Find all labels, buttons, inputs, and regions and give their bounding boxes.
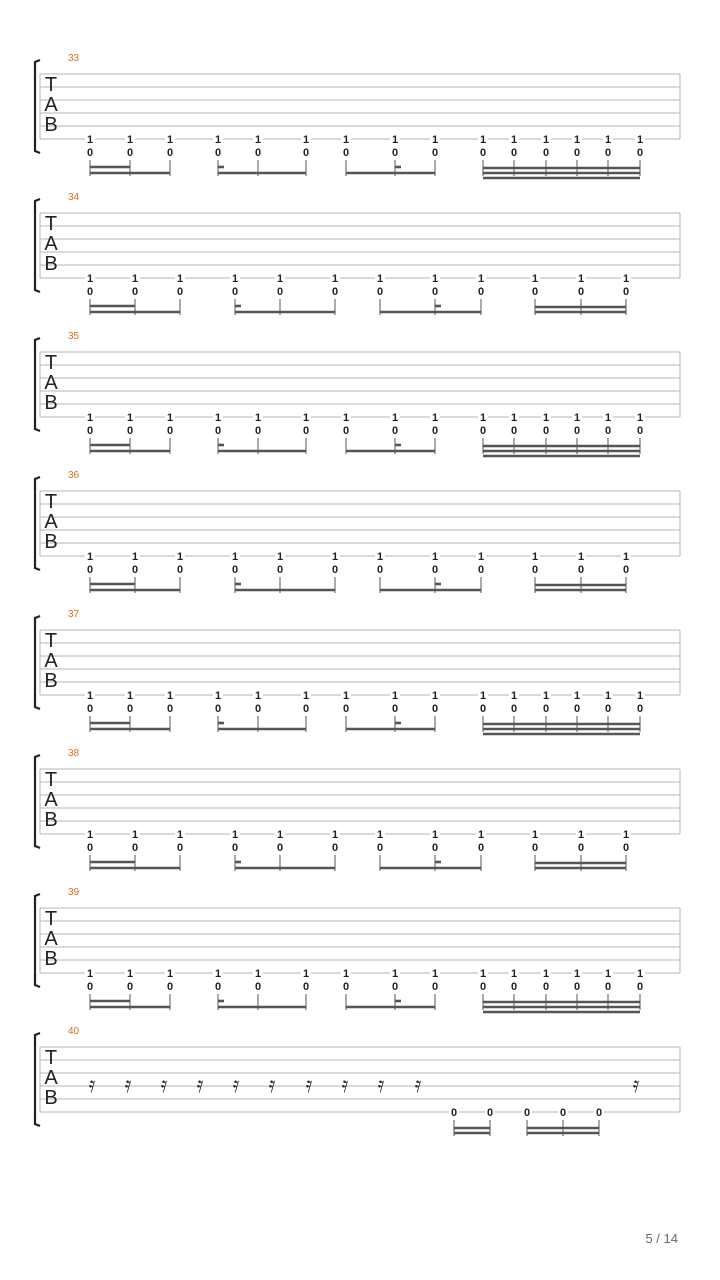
fret-number: 1 — [510, 412, 518, 424]
fret-number: 0 — [254, 425, 262, 437]
tab-clef-letter: T — [44, 630, 58, 652]
fret-number: 1 — [604, 690, 612, 702]
measure-number: 36 — [68, 470, 80, 481]
fret-number: 0 — [622, 564, 630, 576]
fret-number: 1 — [342, 690, 350, 702]
fret-number: 0 — [342, 703, 350, 715]
fret-number: 0 — [542, 147, 550, 159]
fret-number: 0 — [331, 564, 339, 576]
fret-number: 0 — [477, 842, 485, 854]
fret-number: 0 — [376, 564, 384, 576]
fret-number: 0 — [302, 147, 310, 159]
sixteenth-rest: 𝄿 — [268, 1073, 276, 1098]
fret-number: 1 — [431, 134, 439, 146]
fret-number: 0 — [86, 842, 94, 854]
fret-number: 1 — [86, 134, 94, 146]
fret-number: 0 — [486, 1107, 494, 1119]
measure-number: 34 — [68, 192, 80, 203]
system-bracket — [35, 477, 40, 570]
fret-number: 0 — [531, 286, 539, 298]
fret-number: 0 — [636, 147, 644, 159]
fret-number: 0 — [86, 147, 94, 159]
fret-number: 0 — [391, 147, 399, 159]
fret-number: 1 — [131, 273, 139, 285]
fret-number: 1 — [86, 551, 94, 563]
fret-number: 0 — [331, 842, 339, 854]
fret-number: 0 — [636, 981, 644, 993]
fret-number: 1 — [604, 968, 612, 980]
sixteenth-rest: 𝄿 — [414, 1073, 422, 1098]
fret-number: 1 — [577, 273, 585, 285]
fret-number: 0 — [431, 425, 439, 437]
sixteenth-rest: 𝄿 — [632, 1073, 640, 1098]
tab-clef-letter: B — [44, 253, 58, 275]
fret-number: 1 — [126, 134, 134, 146]
fret-number: 0 — [231, 286, 239, 298]
beat-group — [522, 1106, 604, 1136]
fret-number: 1 — [477, 829, 485, 841]
fret-number: 0 — [166, 981, 174, 993]
fret-number: 0 — [431, 286, 439, 298]
fret-number: 0 — [604, 981, 612, 993]
tab-clef-letter: A — [44, 1067, 58, 1089]
fret-number: 1 — [276, 551, 284, 563]
fret-number: 0 — [431, 981, 439, 993]
tab-clef-letter: T — [44, 769, 58, 791]
fret-number: 1 — [342, 134, 350, 146]
fret-number: 1 — [176, 273, 184, 285]
fret-number: 1 — [542, 690, 550, 702]
measure-number: 39 — [68, 887, 80, 898]
fret-number: 0 — [254, 703, 262, 715]
beat-group — [478, 411, 645, 456]
fret-number: 1 — [573, 412, 581, 424]
fret-number: 1 — [542, 134, 550, 146]
tab-clef-letter: A — [44, 789, 58, 811]
fret-number: 1 — [231, 273, 239, 285]
fret-number: 1 — [176, 551, 184, 563]
fret-number: 0 — [573, 425, 581, 437]
fret-number: 0 — [166, 425, 174, 437]
fret-number: 1 — [166, 690, 174, 702]
fret-number: 0 — [595, 1107, 603, 1119]
fret-number: 1 — [636, 134, 644, 146]
measure-number: 35 — [68, 331, 80, 342]
fret-number: 0 — [166, 147, 174, 159]
tab-clef-letter: B — [44, 531, 58, 553]
tab-clef-letter: B — [44, 392, 58, 414]
sixteenth-rest: 𝄿 — [196, 1073, 204, 1098]
fret-number: 1 — [636, 412, 644, 424]
fret-number: 0 — [254, 981, 262, 993]
fret-number: 1 — [391, 968, 399, 980]
tab-system — [35, 1026, 680, 1136]
sixteenth-rest: 𝄿 — [232, 1073, 240, 1098]
system-bracket — [35, 60, 40, 153]
fret-number: 1 — [86, 412, 94, 424]
fret-number: 0 — [214, 981, 222, 993]
fret-number: 1 — [214, 412, 222, 424]
fret-number: 0 — [450, 1107, 458, 1119]
fret-number: 1 — [231, 551, 239, 563]
fret-number: 0 — [131, 286, 139, 298]
fret-number: 1 — [431, 412, 439, 424]
fret-number: 0 — [479, 425, 487, 437]
fret-number: 1 — [479, 690, 487, 702]
fret-number: 0 — [636, 703, 644, 715]
measure-number: 37 — [68, 609, 80, 620]
system-bracket — [35, 894, 40, 987]
fret-number: 0 — [542, 425, 550, 437]
tab-clef-letter: B — [44, 809, 58, 831]
fret-number: 0 — [131, 842, 139, 854]
page-number: 5 / 14 — [645, 1231, 678, 1246]
tab-clef-letter: T — [44, 74, 58, 96]
fret-number: 1 — [577, 829, 585, 841]
sixteenth-rest: 𝄿 — [88, 1073, 96, 1098]
fret-number: 0 — [573, 147, 581, 159]
fret-number: 1 — [531, 551, 539, 563]
fret-number: 1 — [431, 273, 439, 285]
fret-number: 0 — [477, 286, 485, 298]
fret-number: 1 — [391, 134, 399, 146]
fret-number: 0 — [176, 842, 184, 854]
fret-number: 0 — [166, 703, 174, 715]
fret-number: 0 — [577, 286, 585, 298]
fret-number: 1 — [86, 690, 94, 702]
fret-number: 1 — [604, 412, 612, 424]
system-bracket — [35, 199, 40, 292]
fret-number: 0 — [431, 147, 439, 159]
fret-number: 1 — [214, 690, 222, 702]
fret-number: 0 — [431, 703, 439, 715]
tab-clef-letter: B — [44, 1087, 58, 1109]
fret-number: 1 — [126, 690, 134, 702]
fret-number: 1 — [166, 134, 174, 146]
fret-number: 0 — [376, 286, 384, 298]
fret-number: 1 — [376, 273, 384, 285]
beat-group — [449, 1106, 495, 1136]
fret-number: 1 — [431, 968, 439, 980]
fret-number: 1 — [391, 412, 399, 424]
fret-number: 0 — [604, 703, 612, 715]
fret-number: 1 — [577, 551, 585, 563]
fret-number: 0 — [391, 703, 399, 715]
fret-number: 1 — [542, 412, 550, 424]
fret-number: 1 — [302, 968, 310, 980]
fret-number: 0 — [126, 425, 134, 437]
fret-number: 1 — [126, 968, 134, 980]
fret-number: 0 — [479, 981, 487, 993]
fret-number: 1 — [86, 968, 94, 980]
fret-number: 0 — [559, 1107, 567, 1119]
fret-number: 1 — [302, 412, 310, 424]
beat-group — [478, 967, 645, 1012]
fret-number: 1 — [477, 551, 485, 563]
measure-number: 40 — [68, 1026, 80, 1037]
sixteenth-rest: 𝄿 — [305, 1073, 313, 1098]
fret-number: 1 — [622, 829, 630, 841]
tab-clef-letter: A — [44, 372, 58, 394]
fret-number: 0 — [376, 842, 384, 854]
fret-number: 0 — [342, 147, 350, 159]
fret-number: 0 — [604, 425, 612, 437]
tab-clef-letter: T — [44, 1047, 58, 1069]
fret-number: 1 — [214, 968, 222, 980]
fret-number: 1 — [176, 829, 184, 841]
fret-number: 1 — [431, 829, 439, 841]
fret-number: 1 — [302, 134, 310, 146]
fret-number: 1 — [302, 690, 310, 702]
fret-number: 1 — [276, 273, 284, 285]
fret-number: 0 — [276, 564, 284, 576]
fret-number: 1 — [254, 690, 262, 702]
fret-number: 0 — [431, 842, 439, 854]
fret-number: 1 — [531, 829, 539, 841]
fret-number: 1 — [342, 968, 350, 980]
fret-number: 1 — [86, 273, 94, 285]
tab-clef-letter: T — [44, 213, 58, 235]
fret-number: 0 — [523, 1107, 531, 1119]
fret-number: 0 — [342, 425, 350, 437]
tab-clef-letter: B — [44, 948, 58, 970]
fret-number: 0 — [86, 286, 94, 298]
fret-number: 1 — [376, 829, 384, 841]
fret-number: 1 — [254, 412, 262, 424]
fret-number: 1 — [331, 273, 339, 285]
fret-number: 0 — [176, 564, 184, 576]
fret-number: 0 — [431, 564, 439, 576]
fret-number: 0 — [531, 842, 539, 854]
fret-number: 0 — [231, 564, 239, 576]
fret-number: 0 — [510, 147, 518, 159]
fret-number: 0 — [622, 286, 630, 298]
fret-number: 1 — [86, 829, 94, 841]
fret-number: 1 — [542, 968, 550, 980]
fret-number: 0 — [391, 425, 399, 437]
beat-group — [478, 133, 645, 178]
fret-number: 1 — [131, 551, 139, 563]
beat-group — [478, 689, 645, 734]
fret-number: 1 — [510, 690, 518, 702]
measure-number: 33 — [68, 53, 80, 64]
fret-number: 1 — [276, 829, 284, 841]
fret-number: 1 — [214, 134, 222, 146]
fret-number: 0 — [276, 286, 284, 298]
tab-clef-letter: B — [44, 114, 58, 136]
fret-number: 0 — [573, 703, 581, 715]
fret-number: 0 — [510, 425, 518, 437]
fret-number: 0 — [176, 286, 184, 298]
fret-number: 1 — [622, 551, 630, 563]
fret-number: 1 — [479, 968, 487, 980]
tab-clef-letter: T — [44, 352, 58, 374]
fret-number: 0 — [331, 286, 339, 298]
fret-number: 0 — [479, 147, 487, 159]
sixteenth-rest: 𝄿 — [341, 1073, 349, 1098]
fret-number: 0 — [126, 147, 134, 159]
fret-number: 0 — [126, 703, 134, 715]
fret-number: 1 — [573, 690, 581, 702]
tab-clef-letter: T — [44, 491, 58, 513]
fret-number: 1 — [636, 690, 644, 702]
tab-system — [35, 470, 680, 593]
fret-number: 1 — [166, 412, 174, 424]
fret-number: 1 — [431, 690, 439, 702]
system-bracket — [35, 616, 40, 709]
fret-number: 0 — [214, 703, 222, 715]
fret-number: 0 — [126, 981, 134, 993]
fret-number: 1 — [331, 551, 339, 563]
fret-number: 0 — [477, 564, 485, 576]
fret-number: 1 — [573, 968, 581, 980]
fret-number: 0 — [254, 147, 262, 159]
fret-number: 0 — [573, 981, 581, 993]
sixteenth-rest: 𝄿 — [124, 1073, 132, 1098]
tab-clef-letter: A — [44, 928, 58, 950]
fret-number: 0 — [131, 564, 139, 576]
fret-number: 0 — [302, 703, 310, 715]
fret-number: 1 — [131, 829, 139, 841]
fret-number: 0 — [479, 703, 487, 715]
fret-number: 1 — [376, 551, 384, 563]
system-bracket — [35, 755, 40, 848]
fret-number: 0 — [542, 981, 550, 993]
tab-clef-letter: B — [44, 670, 58, 692]
sixteenth-rest: 𝄿 — [160, 1073, 168, 1098]
tab-clef-letter: A — [44, 94, 58, 116]
fret-number: 0 — [622, 842, 630, 854]
fret-number: 1 — [636, 968, 644, 980]
fret-number: 0 — [531, 564, 539, 576]
fret-number: 0 — [86, 703, 94, 715]
fret-number: 0 — [231, 842, 239, 854]
fret-number: 0 — [86, 425, 94, 437]
fret-number: 0 — [391, 981, 399, 993]
fret-number: 0 — [636, 425, 644, 437]
fret-number: 0 — [302, 425, 310, 437]
fret-number: 1 — [479, 134, 487, 146]
fret-number: 1 — [431, 551, 439, 563]
system-bracket — [35, 338, 40, 431]
fret-number: 1 — [254, 968, 262, 980]
fret-number: 0 — [577, 564, 585, 576]
fret-number: 1 — [391, 690, 399, 702]
sixteenth-rest: 𝄿 — [377, 1073, 385, 1098]
measure-number: 38 — [68, 748, 80, 759]
tab-clef-letter: A — [44, 511, 58, 533]
fret-number: 1 — [342, 412, 350, 424]
fret-number: 1 — [126, 412, 134, 424]
fret-number: 0 — [86, 981, 94, 993]
fret-number: 1 — [622, 273, 630, 285]
fret-number: 1 — [479, 412, 487, 424]
fret-number: 0 — [86, 564, 94, 576]
fret-number: 1 — [531, 273, 539, 285]
fret-number: 0 — [510, 703, 518, 715]
system-bracket — [35, 1033, 40, 1126]
tab-clef-letter: A — [44, 650, 58, 672]
tab-system — [35, 192, 680, 315]
fret-number: 1 — [477, 273, 485, 285]
fret-number: 1 — [604, 134, 612, 146]
tab-system — [35, 887, 680, 1012]
tab-system — [35, 748, 680, 871]
fret-number: 1 — [510, 968, 518, 980]
fret-number: 1 — [166, 968, 174, 980]
fret-number: 0 — [542, 703, 550, 715]
fret-number: 0 — [342, 981, 350, 993]
tab-clef-letter: A — [44, 233, 58, 255]
fret-number: 0 — [214, 425, 222, 437]
fret-number: 1 — [331, 829, 339, 841]
fret-number: 1 — [573, 134, 581, 146]
tab-system — [35, 609, 680, 734]
fret-number: 1 — [254, 134, 262, 146]
fret-number: 0 — [276, 842, 284, 854]
fret-number: 0 — [577, 842, 585, 854]
tab-clef-letter: T — [44, 908, 58, 930]
fret-number: 1 — [510, 134, 518, 146]
fret-number: 0 — [604, 147, 612, 159]
fret-number: 0 — [510, 981, 518, 993]
tab-system — [35, 331, 680, 456]
fret-number: 0 — [214, 147, 222, 159]
tab-system — [35, 53, 680, 178]
fret-number: 0 — [302, 981, 310, 993]
fret-number: 1 — [231, 829, 239, 841]
